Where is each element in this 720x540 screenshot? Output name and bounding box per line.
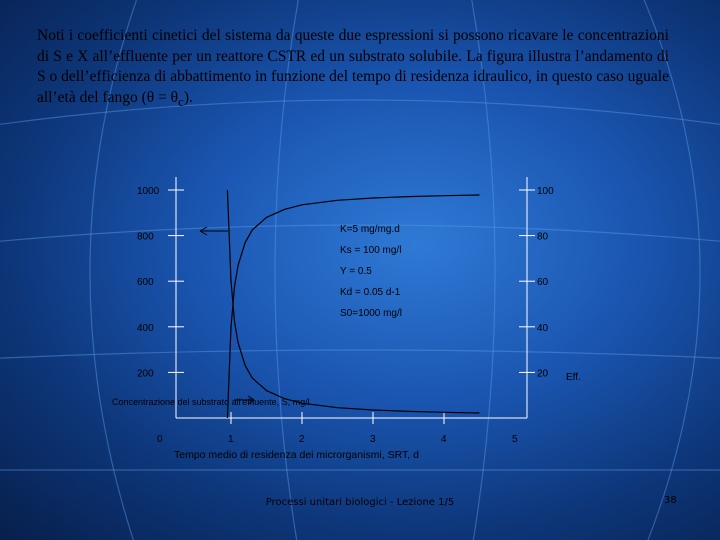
- theta-subscript: c: [178, 93, 184, 109]
- param-k: K=5 mg/mg.d: [340, 224, 400, 235]
- x-tick-label-5: 5: [512, 434, 518, 445]
- param-kd: Kd = 0.05 d-1: [340, 287, 401, 298]
- paragraph-text: Noti i coefficienti cinetici del sistema da queste due espressioni si possono ricavare le concentrazioni di S e X all’effluente per un reattore CSTR ed un substrato solubile. La figura illustra l’andamento di S o dell’efficienza di abbattimento in funzione del tempo di residenza idraulico, in questo caso uguale all’età del fango (: [37, 27, 669, 106]
- param-s0: S0=1000 mg/l: [340, 308, 402, 319]
- left-tick-label-3: 400: [137, 322, 154, 334]
- paragraph-end: ).: [183, 88, 193, 106]
- x-tick-label-1: 1: [228, 434, 234, 445]
- x-tick-label-4: 4: [441, 434, 447, 445]
- left-tick-label-4: 200: [137, 368, 154, 380]
- slide-footer: Processi unitari biologici - Lezione 1/5: [265, 497, 455, 508]
- left-axis-label: Concentrazione del substrato all'effluente, S, mg/l: [112, 397, 310, 407]
- right-tick-label-4: 20: [537, 368, 549, 380]
- x-tick-label-2: 2: [299, 434, 305, 445]
- right-tick-label-1: 80: [537, 231, 549, 243]
- theta-formula: θ = θ: [146, 88, 179, 106]
- right-axis-label: Eff.: [566, 372, 581, 383]
- arrow-left-icon: [200, 227, 228, 235]
- right-tick-label-2: 60: [537, 277, 549, 289]
- left-tick-label-1: 800: [137, 231, 154, 243]
- x-axis-label: Tempo medio di residenza dei microrganismi, SRT, d: [174, 449, 419, 461]
- left-tick-label-0: 1000: [137, 186, 160, 197]
- param-ks: Ks = 100 mg/l: [340, 245, 402, 256]
- right-tick-label-3: 40: [537, 322, 549, 334]
- right-tick-label-0: 100: [537, 186, 554, 197]
- param-y: Y = 0.5: [340, 266, 372, 277]
- left-tick-label-2: 600: [137, 277, 154, 289]
- x-tick-label-3: 3: [370, 434, 376, 445]
- page-number: 38: [664, 495, 677, 506]
- x-tick-label-0: 0: [157, 434, 163, 445]
